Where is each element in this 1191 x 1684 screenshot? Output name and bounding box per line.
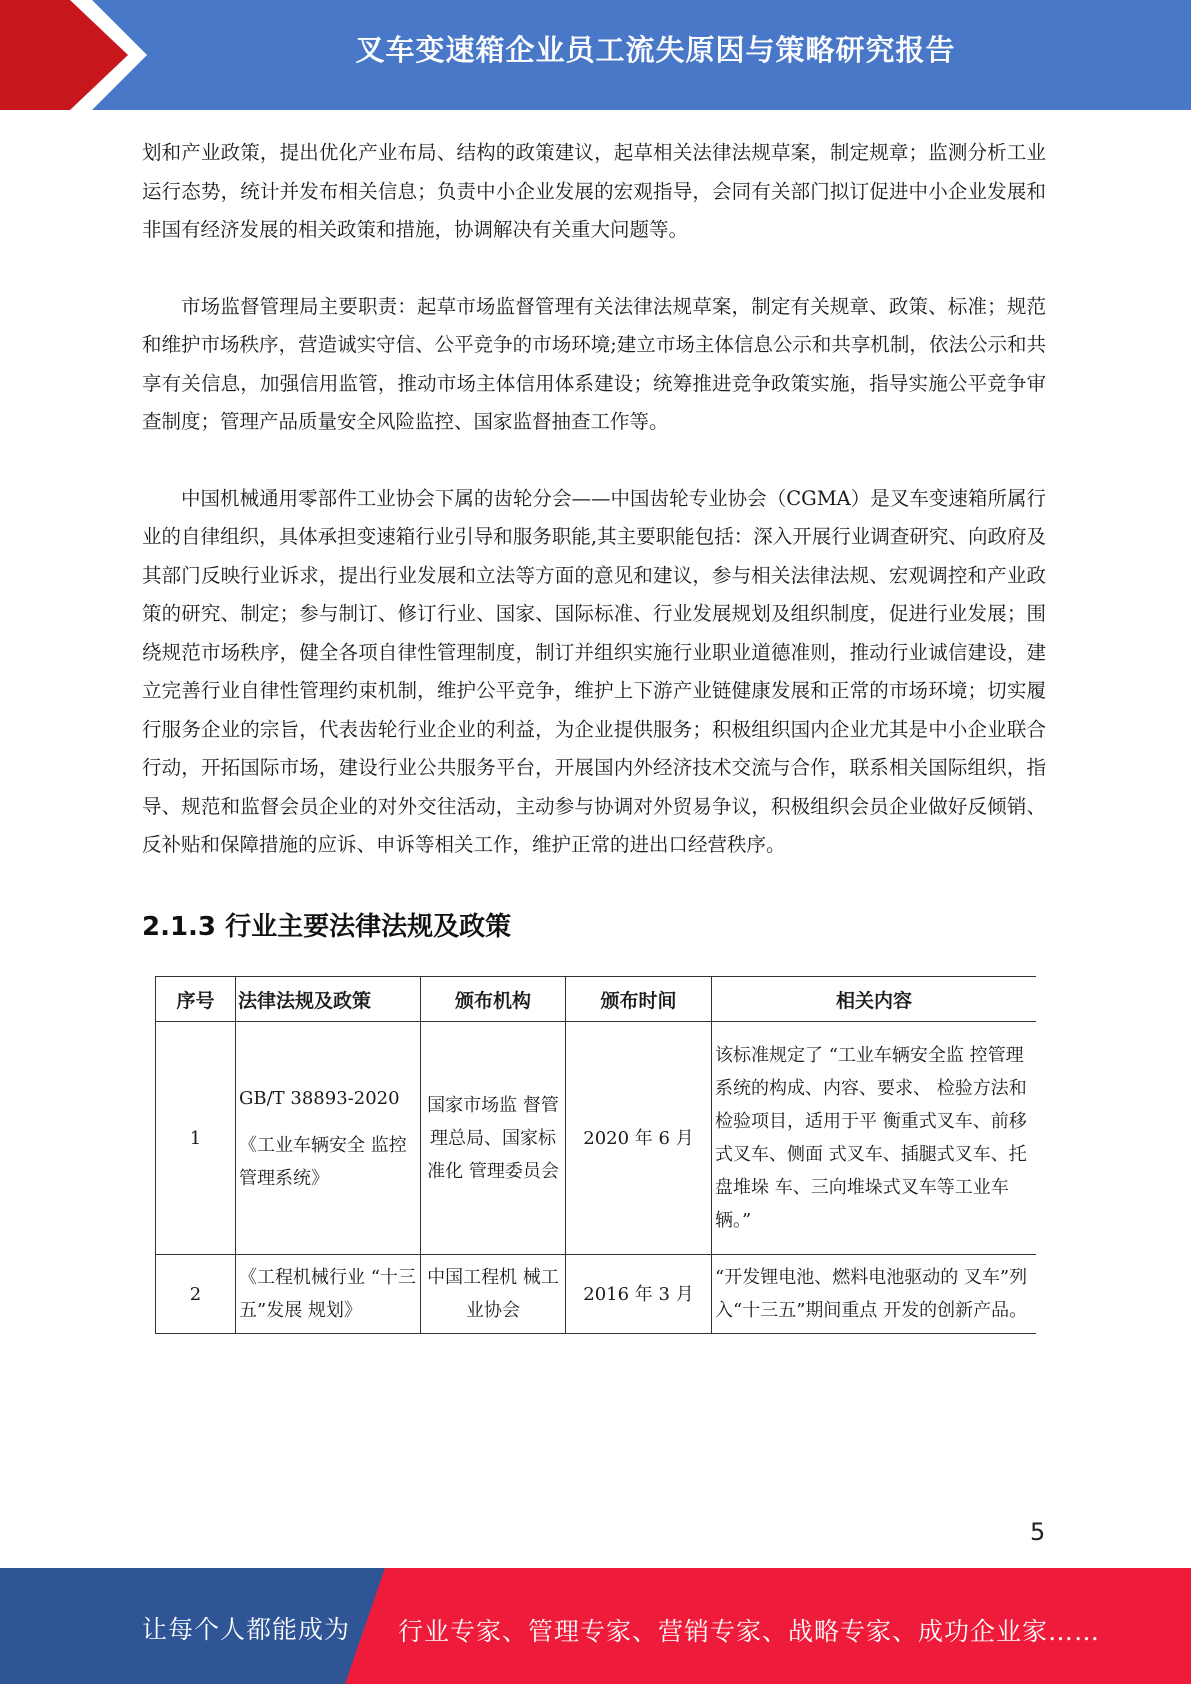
cell-no: 2 [156, 1255, 236, 1334]
law-code: GB/T 38893-2020 [239, 1087, 400, 1109]
cell-content: 该标准规定了 “工业车辆安全监 控管理系统的构成、内容、要求、 检验方法和检验项目，适用于平 衡重式叉车、前移式叉车、侧面 式叉车、插腿式叉车、托盘堆垛 车、三向堆垛式叉车等工业车 辆。” [712, 1022, 1037, 1255]
header-date: 颁布时间 [566, 977, 712, 1022]
header-agency: 颁布机构 [421, 977, 566, 1022]
cell-content: “开发锂电池、燃料电池驱动的 叉车”列入“十三五”期间重点 开发的创新产品。 [712, 1255, 1037, 1334]
paragraph-2: 市场监督管理局主要职责：起草市场监督管理有关法律法规草案，制定有关规章、政策、标准；规范和维护市场秩序，营造诚实守信、公平竞争的市场环境;建立市场主体信息公示和共享机制，依法公示和共享有关信息，加强信用监管，推动市场主体信用体系建设；统筹推进竞争政策实施，指导实施公平竞争审查制度；管理产品质量安全风险监控、国家监督抽查工作等。 [142, 294, 1046, 433]
cell-no: 1 [156, 1022, 236, 1255]
header-no: 序号 [156, 977, 236, 1022]
header-law: 法律法规及政策 [236, 977, 421, 1022]
table-row [156, 1022, 1037, 1255]
cell-law [236, 1022, 421, 1255]
law-policy-table [155, 976, 1036, 1356]
table-row [156, 1255, 1037, 1334]
cell-date: 2020 年 6 月 [566, 1022, 712, 1255]
paragraph-1: 划和产业政策，提出优化产业布局、结构的政策建议，起草相关法律法规草案，制定规章；监测分析工业运行态势，统计并发布相关信息；负责中小企业发展的宏观指导，会同有关部门拟订促进中小企业发展和非国有经济发展的相关政策和措施，协调解决有关重大问题等。 [142, 141, 1046, 241]
cell-agency: 国家市场监 督管理总局、国家标准化 管理委员会 [421, 1022, 566, 1255]
cell-agency: 中国工程机 械工业协会 [421, 1255, 566, 1334]
page-number: 5 [1030, 1518, 1046, 1546]
section-heading: 2.1.3 行业主要法律法规及政策 [142, 912, 512, 942]
page-header [0, 0, 1191, 110]
cell-date: 2016 年 3 月 [566, 1255, 712, 1334]
header-content: 相关内容 [712, 977, 1037, 1022]
cell-law [236, 1255, 421, 1334]
table-header-row [156, 977, 1037, 1022]
header-title: 叉车变速箱企业员工流失原因与策略研究报告 [355, 33, 956, 67]
main-content [142, 134, 1046, 903]
paragraph-3: 中国机械通用零部件工业协会下属的齿轮分会——中国齿轮专业协会（CGMA）是叉车变速箱所属行业的自律组织，具体承担变速箱行业引导和服务职能,其主要职能包括：深入开展行业调查研究、向政府及其部门反映行业诉求，提出行业发展和立法等方面的意见和建议，参与相关法律法规、宏观调控和产业政策的研究、制定；参与制订、修订行业、国家、国际标准、行业发展规划及组织制度，促进行业发展；围绕规范市场秩序，健全各项自律性管理制度，制订并组织实施行业职业道德准则，推动行业诚信建设，建立完善行业自律性管理约束机制，维护公平竞争，维护上下游产业链健康发展和正常的市场环境；切实履行服务企业的宗旨，代表齿轮行业企业的利益，为企业提供服务；积极组织国内企业尤其是中小企业联合行动，开拓国际市场，建设行业公共服务平台，开展国内外经济技术交流与合作，联系相关国际组织，指导、规范和监督会员企业的对外交往活动，主动参与协调对外贸易争议，积极组织会员企业做好反倾销、反补贴和保障措施的应诉、申诉等相关工作，维护正常的进出口经营秩序。 [142, 486, 1046, 856]
footer-slogan-left: 让每个人都能成为 [142, 1615, 351, 1644]
law-name: 《工业车辆安全 监控管理系统》 [239, 1134, 407, 1189]
page-footer [0, 1568, 1191, 1684]
footer-slogan-right: 行业专家、管理专家、营销专家、战略专家、成功企业家…… [398, 1617, 1101, 1646]
law-name: 《工程机械行业 “十三五”发展 规划》 [239, 1267, 416, 1321]
